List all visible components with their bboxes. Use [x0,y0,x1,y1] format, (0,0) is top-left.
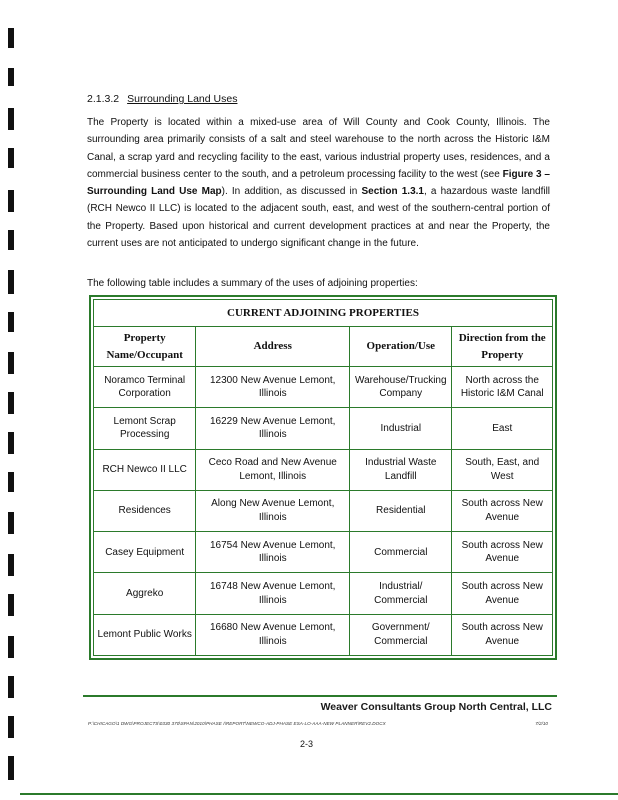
binder-hole [8,756,14,780]
cell-operation: Residential [350,490,452,531]
section-reference: Section 1.3.1 [361,186,424,198]
column-header-direction: Direction from the Property [452,327,553,367]
binder-hole [8,28,14,48]
binder-edge [0,0,20,800]
cell-operation: Commercial [350,532,452,573]
binder-hole [8,432,14,454]
binder-hole [8,392,14,414]
table-row [94,449,553,490]
cell-address: 16680 New Avenue Lemont, Illinois [196,614,350,655]
section-title: Surrounding Land Uses [127,93,238,105]
cell-operation: Warehouse/Trucking Company [350,367,452,408]
section-number: 2.1.3.2 [87,93,120,105]
binder-hole [8,148,14,168]
binder-hole [8,352,14,374]
binder-hole [8,108,14,130]
cell-address: Ceco Road and New Avenue Lemont, Illinois [196,449,350,490]
cell-property: Residences [94,490,196,531]
file-path: P:\CHICAGO\1 DWG\PROJECTS\0330 370\SPAN\2010\PHASE I\REPORT\NEWCO-ADJ-PHASE ESA-LO-AAA-NEW PLANNER\REV2.DOCX [88,721,386,726]
paragraph-text: , a hazardous waste landfill (RCH Newco II LLC) is located to the adjacent south, east, and west of the southern-central portion of the Property. Based upon historical and current development practices at and near the Property, the current uses are not anticipated to undergo significant change in the future. [87,186,551,250]
column-header-operation: Operation/Use [350,327,452,367]
company-name: Weaver Consultants Group North Central, LLC [320,701,552,713]
table-title: CURRENT ADJOINING PROPERTIES [94,300,553,327]
binder-hole [8,636,14,658]
table-row [94,367,553,408]
cell-direction: South across New Avenue [452,573,553,614]
cell-address: 16754 New Avenue Lemont, Illinois [196,532,350,573]
cell-direction: South across New Avenue [452,532,553,573]
cell-direction: South, East, and West [452,449,553,490]
cell-direction: East [452,408,553,449]
cell-property: Lemont Scrap Processing [94,408,196,449]
cell-direction: South across New Avenue [452,490,553,531]
binder-hole [8,230,14,250]
cell-property: Aggreko [94,573,196,614]
cell-property: Noramco Terminal Corporation [94,367,196,408]
binder-hole [8,716,14,738]
table-row [94,532,553,573]
cell-property: RCH Newco II LLC [94,449,196,490]
paragraph-text: ). In addition, as discussed in [221,186,362,198]
cell-address: 16229 New Avenue Lemont, Illinois [196,408,350,449]
binder-hole [8,472,14,492]
page-number: 2-3 [300,739,314,749]
cell-address: 16748 New Avenue Lemont, Illinois [196,573,350,614]
cell-address: 12300 New Avenue Lemont, Illinois [196,367,350,408]
table-row [94,408,553,449]
table-header-row [94,327,553,367]
table-row [94,614,553,655]
binder-hole [8,312,14,332]
table-row [94,573,553,614]
file-date: 7/2/10 [535,721,548,726]
binder-hole [8,270,14,294]
binder-hole [8,594,14,616]
adjoining-properties-table [89,295,557,660]
column-header-address: Address [196,327,350,367]
bottom-divider [20,793,618,795]
binder-hole [8,554,14,576]
table-intro-paragraph: The following table includes a summary of the uses of adjoining properties: [87,278,418,289]
binder-hole [8,676,14,698]
column-header-property: Property Name/Occupant [94,327,196,367]
paragraph-text: The Property is located within a mixed-use area of Will County and Cook County, Illinois. The surrounding area primarily consists of a salt and steel warehouse to the north across the Historic I&M Canal, a scrap yard and recycling facility to the east, various industrial property uses, residences, and a commercial business center to the south, and a petroleum processing facility to the west (see [87,117,550,180]
binder-hole [8,190,14,212]
binder-hole [8,68,14,86]
cell-direction: North across the Historic I&M Canal [452,367,553,408]
cell-operation: Government/ Commercial [350,614,452,655]
cell-address: Along New Avenue Lemont, Illinois [196,490,350,531]
table-title-row [94,300,553,327]
cell-operation: Industrial [350,408,452,449]
cell-operation: Industrial/ Commercial [350,573,452,614]
cell-direction: South across New Avenue [452,614,553,655]
cell-property: Casey Equipment [94,532,196,573]
footer-divider [83,695,557,697]
cell-operation: Industrial Waste Landfill [350,449,452,490]
figure-reference: Figure 3 – Surrounding Land Use Map [87,168,550,198]
section-heading [87,93,237,105]
cell-property: Lemont Public Works [94,614,196,655]
land-use-paragraph [87,114,550,252]
table-row [94,490,553,531]
binder-hole [8,512,14,534]
